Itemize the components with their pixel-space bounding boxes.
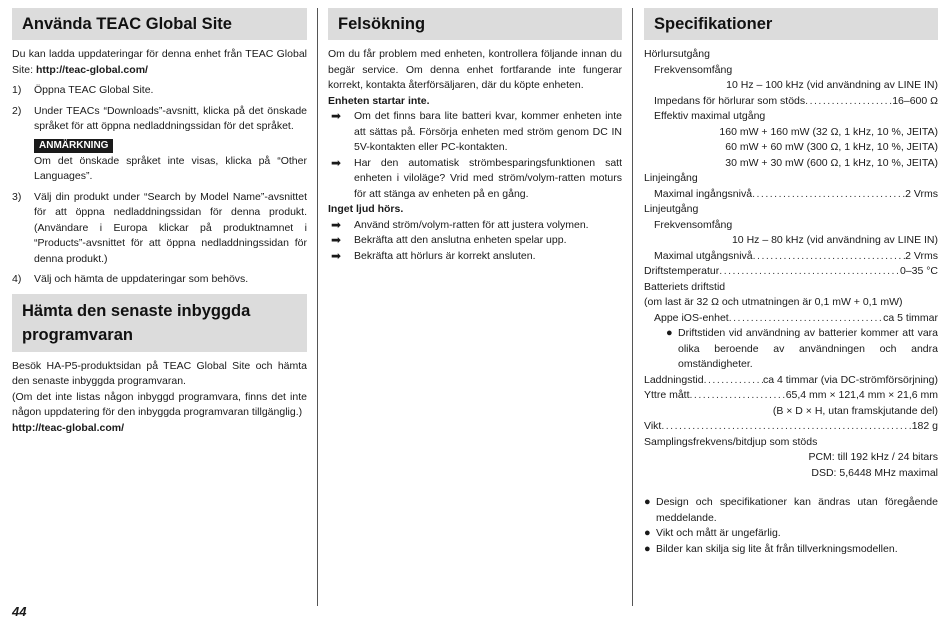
note-label: ANMÄRKNING (34, 139, 113, 153)
spec-value: 2 Vrms (905, 187, 938, 200)
step-text: Välj din produkt under “Search by Model Name”-avsnittet för att öppna nedladdningssidan för denna produkt. (Användare i Europa klickar på produktnamnet i “Products”-avsnittet för att öppna nedladdningssidan för denna produkt.) (34, 190, 307, 265)
spec-label: Yttre mått (644, 389, 690, 401)
leader-dots (753, 249, 905, 265)
list-item-text: Använd ström/volym-ratten för att justera volymen. (354, 218, 589, 231)
spec-weight (644, 419, 938, 435)
step-text: Under TEACs “Downloads”-avsnitt, klicka på det önskade språket för att öppna nedladdningssidan för det språket. (34, 104, 307, 132)
spec-value: 65,4 mm × 121,4 mm × 21,6 mm (785, 389, 938, 401)
spec-battery-note (644, 326, 938, 373)
section-heading-troubleshooting: Felsökning (328, 8, 622, 40)
spec-label: Impedans för hörlurar som stöds (654, 94, 806, 107)
bullet-icon: ● (644, 542, 651, 555)
arrow-right-icon: ➡ (331, 248, 342, 263)
note-text: Driftstiden vid användning av batterier kommer att vara olika beroende av användningen och andra omständigheter. (678, 327, 938, 370)
firmware-text-1: Besök HA-P5-produktsidan på TEAC Global Site och hämta den senaste inbyggda programvaran. (12, 359, 307, 387)
leader-dots (729, 311, 883, 327)
footnote-text: Bilder kan skilja sig lite åt från tillverkningsmodellen. (656, 542, 898, 555)
bullet-icon: ● (644, 496, 651, 508)
list-item (328, 249, 622, 265)
spec-temperature (644, 264, 938, 280)
list-item-text: Om det finns bara lite batteri kvar, kommer enheten inte att sättas på. Försörja enheten med ström genom DC IN 5V-kontakten eller PC-kontakten. (354, 110, 622, 153)
arrow-right-icon: ➡ (331, 217, 342, 232)
spec-value: 0–35 °C (899, 265, 938, 277)
column-divider-right (632, 8, 633, 606)
leader-dots (704, 373, 763, 389)
step-number: 2) (12, 104, 22, 117)
subheading-no-power: Enheten startar inte. (328, 94, 430, 107)
bullet-icon: ● (644, 527, 651, 539)
spec-line-out: Linjeutgång (644, 203, 699, 215)
arrow-right-icon: ➡ (331, 155, 342, 170)
list-item-text: Har den automatisk strömbesparingsfunktionen satt enheten i viloläge? Vrid med ström/volym-ratten moturs för att stänga av enheten på en gång. (354, 156, 622, 200)
list-item-text: Bekräfta att den anslutna enheten spelar upp. (354, 234, 567, 246)
list-item (328, 218, 622, 234)
spec-label: Appe iOS-enhet (654, 311, 729, 324)
spec-value: 2 Vrms (905, 249, 938, 262)
leader-dots (805, 94, 892, 110)
footnote-item (644, 526, 938, 542)
spec-dimensions (644, 388, 938, 404)
spec-freq-resp: Frekvensomfång (654, 63, 733, 76)
list-item (328, 109, 622, 156)
spec-ios-device (644, 311, 938, 327)
spec-max-out: Effektiv maximal utgång (654, 110, 766, 122)
footnote-text: Design och specifikationer kan ändras utan föregående meddelande. (656, 496, 938, 524)
spec-max-out-value: 30 mW + 30 mW (600 Ω, 1 kHz, 10 %, JEITA) (725, 156, 938, 169)
spec-max-out-value: 60 mW + 60 mW (300 Ω, 1 kHz, 10 %, JEITA) (725, 141, 938, 153)
leader-dots (690, 388, 786, 404)
spec-max-output-level (644, 249, 938, 265)
spec-freq-resp-value: 10 Hz – 100 kHz (vid användning av LINE IN) (726, 79, 938, 91)
step-1 (12, 83, 307, 99)
subheading-no-sound: Inget ljud hörs. (328, 203, 404, 215)
spec-value: 16–600 Ω (892, 94, 938, 107)
column-divider-left (317, 8, 318, 606)
spec-line-in: Linjeingång (644, 172, 698, 184)
spec-label: Maximal utgångsnivå (654, 249, 753, 262)
spec-value: 182 g (911, 420, 938, 432)
column-global-site (12, 8, 307, 436)
bullet-icon: ● (666, 327, 673, 339)
spec-value: ca 4 timmar (via DC-strömförsörjning) (762, 373, 938, 386)
spec-pcm: PCM: till 192 kHz / 24 bitars (808, 451, 938, 463)
note-text: Om det önskade språket inte visas, klicka på “Other Languages”. (34, 154, 307, 182)
leader-dots (661, 419, 911, 435)
spec-label: Driftstemperatur (644, 265, 720, 277)
spec-dsd: DSD: 5,6448 MHz maximal (811, 466, 938, 479)
spec-label: Vikt (644, 420, 662, 432)
spec-battery: Batteriets driftstid (644, 280, 726, 293)
step-text: Välj och hämta de uppdateringar som behövs. (34, 273, 249, 285)
spec-freq-resp-2-value: 10 Hz – 80 kHz (vid användning av LINE IN) (731, 234, 938, 246)
leader-dots (752, 187, 905, 203)
arrow-right-icon: ➡ (331, 233, 342, 247)
spec-max-out-value: 160 mW + 160 mW (32 Ω, 1 kHz, 10 %, JEITA) (719, 125, 938, 138)
step-number: 4) (12, 273, 22, 285)
column-specifications (644, 8, 938, 557)
step-number: 1) (12, 84, 22, 96)
spec-charge-time (644, 373, 938, 389)
firmware-url-link[interactable]: http://teac-global.com/ (12, 421, 125, 434)
list-item (328, 156, 622, 203)
step-3 (12, 190, 307, 268)
step-number: 3) (12, 190, 22, 203)
section-heading-firmware: Hämta den senaste inbyggda programvaran (12, 294, 307, 352)
spec-label: Maximal ingångsnivå (654, 187, 753, 200)
column-troubleshooting (328, 8, 622, 264)
list-item (328, 233, 622, 249)
section-heading-global-site: Använda TEAC Global Site (12, 8, 307, 40)
section-heading-specifications: Specifikationer (644, 8, 938, 40)
leader-dots (719, 264, 900, 280)
spec-freq-resp-2: Frekvensomfång (654, 218, 733, 231)
spec-dimensions-note: (B × D × H, utan framskjutande del) (772, 404, 938, 417)
spec-battery-condition: (om last är 32 Ω och utmatningen är 0,1 mW + 0,1 mW) (644, 296, 903, 308)
intro-paragraph (12, 47, 307, 78)
firmware-text-2: (Om det inte listas någon inbyggd programvara, finns det inte någon uppdatering för den inbyggda programvaran tillgänglig.) (12, 390, 307, 418)
list-item-text: Bekräfta att hörlurs är korrekt ansluten. (354, 249, 536, 262)
arrow-right-icon: ➡ (331, 109, 342, 123)
footnote-item (644, 542, 938, 558)
spec-value: ca 5 timmar (883, 311, 938, 324)
intro-text: Du kan ladda uppdateringar för denna enhet från TEAC Global Site: (12, 48, 307, 76)
footnote-text: Vikt och mått är ungefärlig. (656, 527, 781, 539)
step-text: Öppna TEAC Global Site. (34, 84, 154, 96)
spec-headphone-out: Hörlursutgång (644, 48, 710, 60)
troubleshooting-intro: Om du får problem med enheten, kontrollera följande innan du begär service. Om denna enhet fortfarande inte fungerar korrekt, kontakta återförsäljaren, där du köpte enheten. (328, 48, 622, 91)
step-4 (12, 272, 307, 288)
teac-url-link[interactable]: http://teac-global.com/ (35, 63, 148, 76)
spec-max-input (644, 187, 938, 203)
footnote-item (644, 495, 938, 526)
spec-sampling: Samplingsfrekvens/bitdjup som stöds (644, 435, 818, 448)
page-number: 44 (12, 604, 27, 619)
spec-impedance (644, 94, 938, 110)
step-2 (12, 104, 307, 135)
spec-label: Laddningstid (644, 373, 704, 386)
